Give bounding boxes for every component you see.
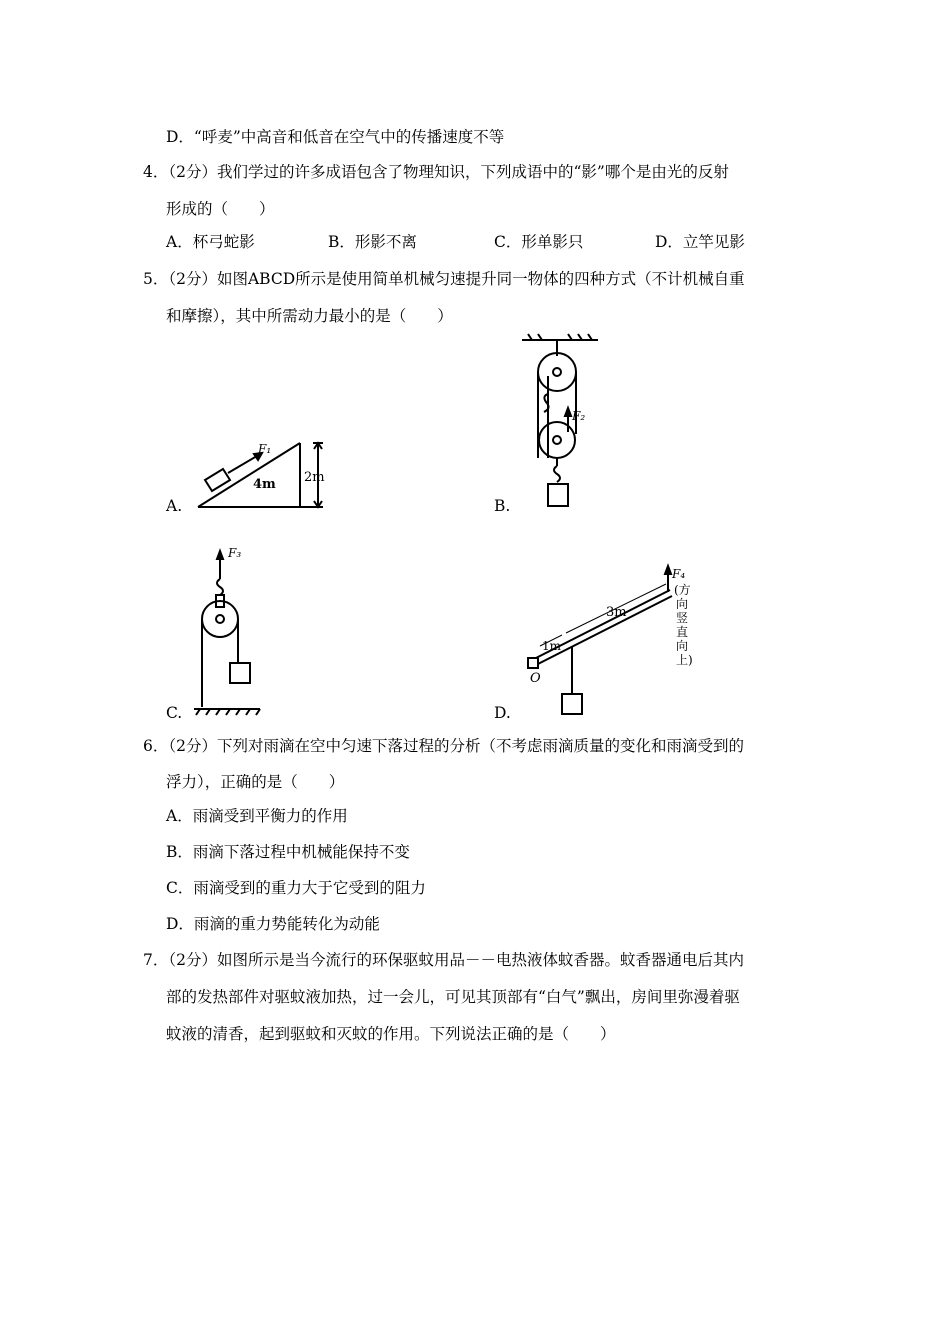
q6-stem-line1: 6．（2分）下列对雨滴在空中匀速下落过程的分析（不考虑雨滴质量的变化和雨滴受到的 [143,737,744,755]
lever-long-arm-label: 3m [606,605,627,620]
q6-stem-line2: 浮力），正确的是（ ） [166,773,345,791]
q4-option-b[interactable]: B．形影不离 [328,233,417,251]
q7-stem-line1: 7．（2分）如图所示是当今流行的环保驱蚊用品－－电热液体蚊香器。蚊香器通电后其内 [143,951,744,969]
lever-figure [520,562,700,722]
q5-stem-line1: 5．（2分）如图ABCD所示是使用简单机械匀速提升同一物体的四种方式（不计机械自重 [143,270,745,288]
note-line-3: 竖 [676,611,689,625]
note-line-6: 上) [676,653,693,667]
q5-label-a[interactable]: A. [166,497,183,515]
q4-option-d[interactable]: D．立竿见影 [655,233,745,251]
pulley-block-figure [518,334,608,514]
incline-figure [190,435,340,515]
q6-option-d[interactable]: D．雨滴的重力势能转化为动能 [166,915,380,933]
height-label: 2m [304,470,325,485]
q5-label-b[interactable]: B. [494,497,511,515]
lever-short-arm-label: 1m [542,639,562,653]
q4-option-c[interactable]: C．形单影只 [494,233,584,251]
pivot-label: O [530,671,541,686]
q4-stem-line2: 形成的（ ） [166,200,275,218]
f1-label: F₁ [258,442,272,456]
note-line-5: 向 [676,639,689,653]
slope-length-label: 4m [253,477,276,492]
movable-pulley-figure [190,545,280,717]
force-direction-note [674,582,695,667]
q5-label-d[interactable]: D. [494,704,511,722]
f3-label: F₃ [228,546,242,560]
q4-stem-line1: 4．（2分）我们学过的许多成语包含了物理知识，下列成语中的“影”哪个是由光的反射 [143,163,729,181]
f4-label: F₄ [672,567,686,581]
q6-option-b[interactable]: B．雨滴下落过程中机械能保持不变 [166,843,410,861]
q5-label-c[interactable]: C. [166,704,183,722]
q6-option-c[interactable]: C．雨滴受到的重力大于它受到的阻力 [166,879,426,897]
q4-option-a[interactable]: A．杯弓蛇影 [166,233,255,251]
note-line-1: (方 [674,583,691,597]
note-line-4: 直 [676,625,689,639]
f2-label: F₂ [572,409,586,423]
q7-stem-line3: 蚊液的清香，起到驱蚊和灭蚊的作用。下列说法正确的是（ ） [166,1025,616,1043]
note-line-2: 向 [676,597,689,611]
q6-option-a[interactable]: A．雨滴受到平衡力的作用 [166,807,348,825]
q3-option-d: D．“呼麦”中高音和低音在空气中的传播速度不等 [166,128,505,146]
q7-stem-line2: 部的发热部件对驱蚊液加热，过一会儿，可见其顶部有“白气”飘出，房间里弥漫着驱 [166,988,740,1006]
q5-stem-line2: 和摩擦），其中所需动力最小的是（ ） [166,307,453,325]
